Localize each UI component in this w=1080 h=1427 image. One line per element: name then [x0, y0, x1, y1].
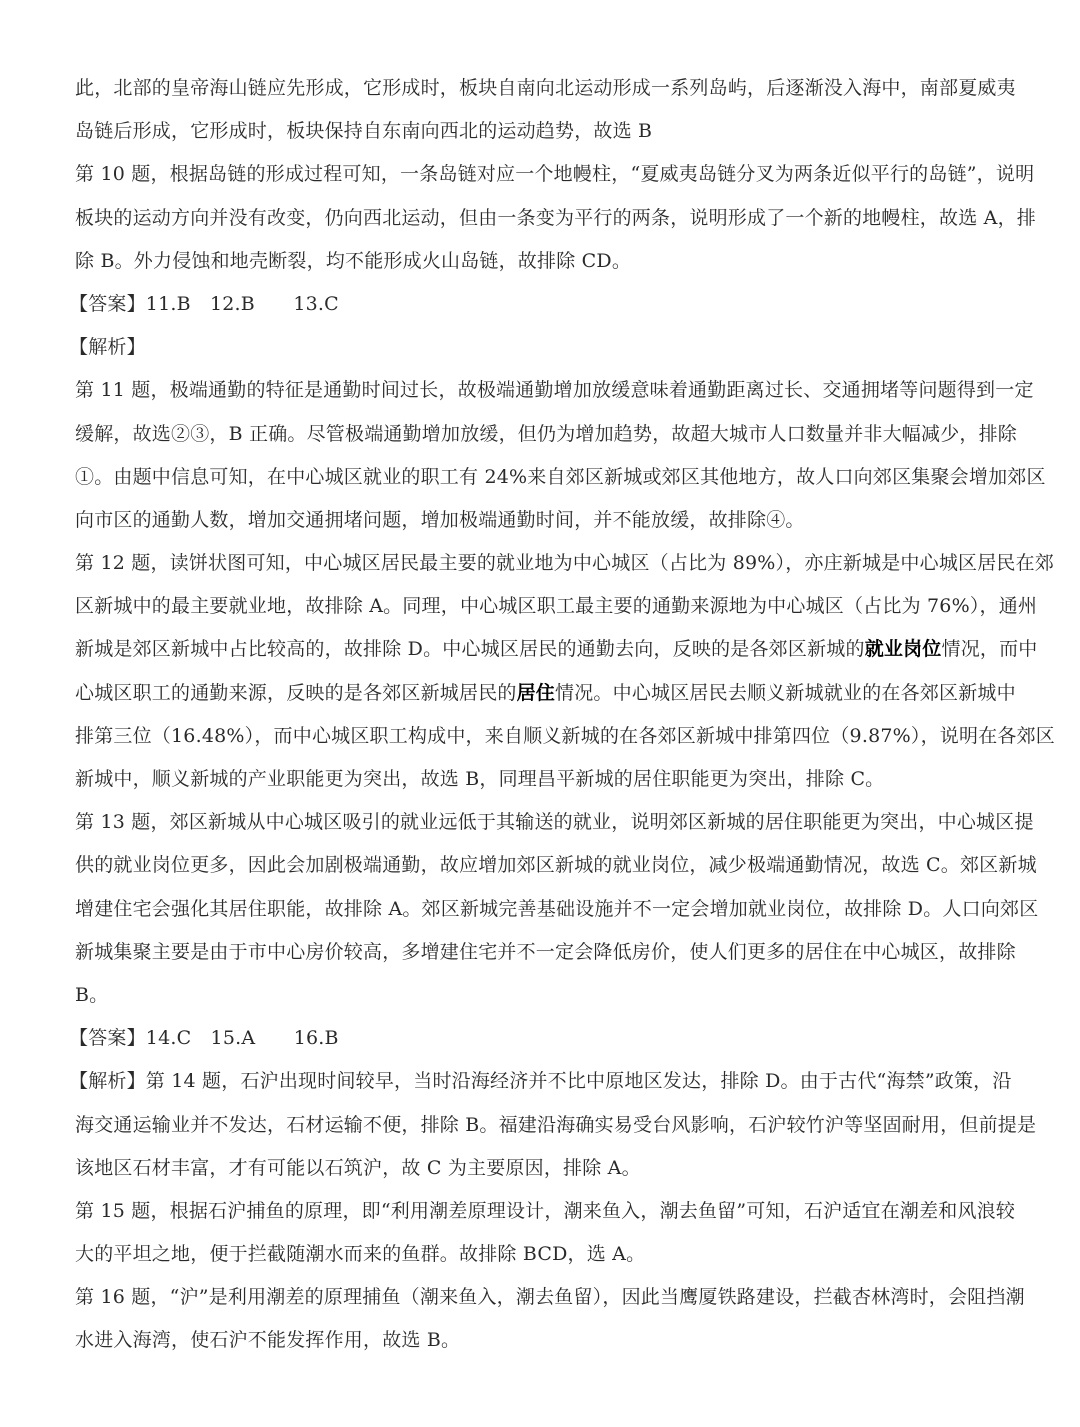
text-line [75, 204, 1036, 247]
text-segment: 供的就业岗位更多，因此会加剧极端通勤，故应增加郊区新城的就业岗位，减少极端通勤情况，故选 C。郊区新城 [75, 854, 1037, 877]
text-segment: 第 15 题，根据石沪捕鱼的原理，即“利用潮差原理设计，潮来鱼入，潮去鱼留”可知，石沪适宜在潮差和风浪较 [75, 1199, 1016, 1222]
text-line [75, 895, 1039, 938]
text-line [75, 160, 1035, 203]
text-line [75, 1111, 1037, 1154]
text-segment: 增建住宅会强化其居住职能，故排除 A。郊区新城完善基础设施并不一定会增加就业岗位，故排除 D。人口向郊区 [75, 897, 1039, 920]
text-segment: 心城区职工的通勤来源，反映的是各郊区新城居民的 [75, 681, 517, 704]
text-segment: 新城中，顺义新城的产业职能更为突出，故选 B，同理昌平新城的居住职能更为突出，排除 C。 [75, 768, 885, 790]
text-segment: 板块的运动方向并没有改变，仍向西北运动，但由一条变为平行的两条，说明形成了一个新的地幔柱，故选 A，排 [75, 206, 1036, 229]
text-segment: ①。由题中信息可知，在中心城区就业的职工有 24%来自郊区新城或郊区其他地方，故人口向郊区集聚会增加郊区 [75, 465, 1046, 488]
text-segment: 该地区石材丰富，才有可能以石筑沪，故 C 为主要原因，排除 A。 [75, 1156, 641, 1179]
text-segment: 【答案】11.B 12.B 13.C [69, 292, 339, 315]
text-segment: 第 16 题，“沪”是利用潮差的原理捕鱼（潮来鱼入，潮去鱼留），因此当鹰厦铁路建设，拦截杏林湾时，会阻挡潮 [75, 1286, 1025, 1309]
text-line [75, 506, 1011, 549]
text-segment: 海交通运输业并不发达，石材运输不便，排除 B。福建沿海确实易受台风影响，石沪较竹沪等坚固耐用，但前提是 [75, 1113, 1037, 1136]
text-segment: 向市区的通勤人数，增加交通拥堵问题，增加极端通勤时间，并不能放缓，故排除④。 [75, 508, 805, 531]
text-segment: 第 13 题，郊区新城从中心城区吸引的就业远低于其输送的就业，说明郊区新城的居住职能更为突出，中心城区提 [75, 811, 1034, 834]
text-line [75, 420, 1018, 463]
text-segment: 第 10 题，根据岛链的形成过程可知，一条岛链对应一个地幔柱，“夏威夷岛链分叉为两条近似平行的岛链”，说明 [75, 163, 1035, 186]
text-line [75, 376, 1034, 419]
text-line [75, 938, 1016, 981]
text-line [75, 722, 1056, 765]
text-segment: 情况。中心城区居民去顺义新城就业的在各郊区新城中 [555, 681, 1016, 704]
text-line [75, 981, 1011, 1024]
text-line [75, 247, 1011, 290]
text-line [69, 290, 1011, 333]
text-segment: 新城集聚主要是由于市中心房价较高，多增建住宅并不一定会降低房价，使人们更多的居住在中心城区，故排除 [75, 940, 1016, 963]
text-line [75, 679, 1016, 722]
text-line [75, 1326, 1011, 1369]
text-line [75, 549, 1055, 592]
text-line [75, 74, 1016, 117]
text-line [75, 1283, 1025, 1326]
text-line [75, 1240, 1011, 1283]
text-segment: 第 12 题，读饼状图可知，中心城区居民最主要的就业地为中心城区（占比为 89%），亦庄新城是中心城区居民在郊 [75, 552, 1055, 575]
text-segment: 【解析】 [69, 336, 146, 359]
text-segment: 缓解，故选②③，B 正确。尽管极端通勤增加放缓，但仍为增加趋势，故超大城市人口数量并非大幅减少，排除 [75, 422, 1018, 445]
bold-keyword: 就业岗位 [864, 638, 942, 661]
text-segment: 大的平坦之地，便于拦截随潮水而来的鱼群。故排除 BCD，选 A。 [75, 1243, 646, 1266]
text-line [69, 333, 1011, 376]
text-segment: 第 11 题，极端通勤的特征是通勤时间过长，故极端通勤增加放缓意味着通勤距离过长、交通拥堵等问题得到一定 [75, 379, 1034, 402]
bold-keyword: 居住 [516, 681, 556, 704]
text-line [69, 1024, 1011, 1067]
text-line [75, 1154, 1011, 1197]
text-line [75, 808, 1034, 851]
text-segment: 【答案】14.C 15.A 16.B [69, 1027, 339, 1050]
text-line [75, 592, 1038, 635]
text-segment: 情况，而中 [941, 638, 1038, 661]
text-segment: 除 B。外力侵蚀和地壳断裂，均不能形成火山岛链，故排除 CD。 [75, 249, 632, 272]
text-segment: 水进入海湾，使石沪不能发挥作用，故选 B。 [75, 1329, 461, 1352]
text-segment: 排第三位（16.48%），而中心城区职工构成中，来自顺义新城的在各郊区新城中排第四位（9.87%），说明在各郊区 [75, 724, 1056, 747]
text-segment: 新城是郊区新城中占比较高的，故排除 D。中心城区居民的通勤去向，反映的是各郊区新城的 [75, 638, 865, 661]
text-line [69, 1067, 1011, 1110]
text-segment: B。 [75, 983, 109, 1006]
text-segment: 此，北部的皇帝海山链应先形成，它形成时，板块自南向北运动形成一系列岛屿，后逐渐没入海中，南部夏威夷 [75, 77, 1016, 99]
text-line [75, 851, 1037, 894]
text-line [75, 635, 1038, 678]
text-line [75, 117, 1011, 160]
text-segment: 岛链后形成，它形成时，板块保持自东南向西北的运动趋势，故选 B [75, 120, 653, 143]
text-segment: 【解析】第 14 题，石沪出现时间较早，当时沿海经济并不比中原地区发达，排除 D。由于古代“海禁”政策，沿 [69, 1070, 1012, 1093]
text-line [75, 765, 1011, 808]
text-segment: 区新城中的最主要就业地，故排除 A。同理，中心城区职工最主要的通勤来源地为中心城区（占比为 76%），通州 [75, 595, 1038, 618]
text-line [75, 1197, 1016, 1240]
document-body [69, 74, 1056, 1370]
text-line [75, 463, 1046, 506]
